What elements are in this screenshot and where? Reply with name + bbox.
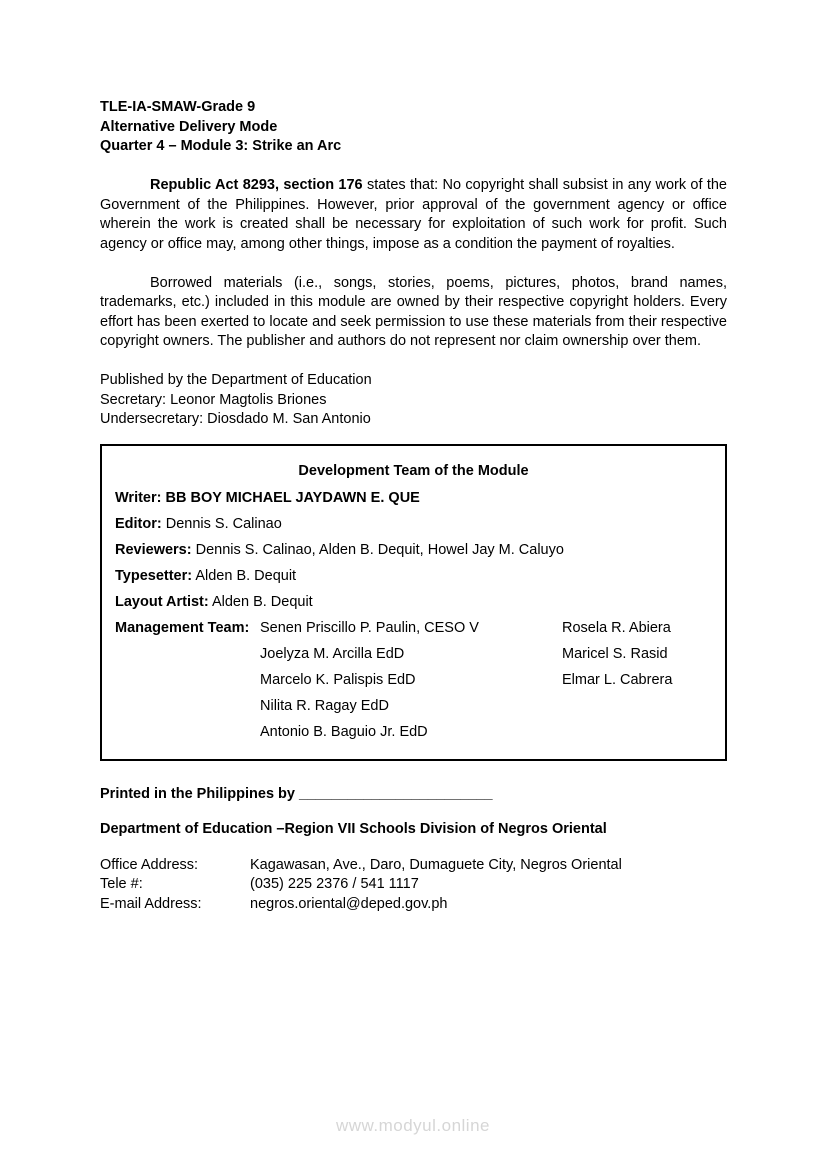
- typesetter-row: [115, 563, 712, 589]
- management-team-label: Management Team:: [115, 619, 250, 636]
- email-row: [100, 895, 727, 915]
- management-name: Antonio B. Baguio Jr. EdD: [260, 723, 428, 740]
- printed-in-philippines-line: [100, 785, 727, 805]
- editor-value: Dennis S. Calinao: [165, 515, 282, 532]
- module-title-line: Quarter 4 – Module 3: Strike an Arc: [100, 138, 342, 154]
- printed-in-philippines-label: Printed in the Philippines by: [100, 785, 299, 802]
- editor-row: [115, 511, 712, 537]
- layout-artist-label: Layout Artist:: [115, 593, 209, 610]
- management-name: Senen Priscillo P. Paulin, CESO V: [260, 619, 479, 636]
- management-team-grid: [115, 615, 712, 745]
- development-team-box: [100, 444, 727, 761]
- republic-act-bold: Republic Act 8293, section 176: [150, 177, 363, 193]
- editor-label: Editor:: [115, 515, 162, 532]
- reviewers-row: [115, 537, 712, 563]
- management-name: Elmar L. Cabrera: [562, 671, 673, 688]
- management-grid-spacer: [562, 719, 712, 745]
- development-team-title: Development Team of the Module: [298, 462, 529, 479]
- office-address-value: Kagawasan, Ave., Daro, Dumaguete City, Negros Oriental: [250, 856, 622, 873]
- writer-label: Writer:: [115, 489, 162, 506]
- management-name: Nilita R. Ragay EdD: [260, 697, 389, 714]
- writer-value: BB BOY MICHAEL JAYDAWN E. QUE: [165, 489, 420, 506]
- management-grid-spacer: [115, 667, 260, 693]
- management-grid-spacer: [115, 693, 260, 719]
- module-code-line: TLE-IA-SMAW-Grade 9: [100, 99, 256, 115]
- management-grid-spacer: [115, 641, 260, 667]
- office-address-label: Office Address:: [100, 856, 199, 873]
- borrowed-materials-paragraph: Borrowed materials (i.e., songs, stories, poems, pictures, photos, brand names, trademarks, etc.) included in this module are owned by their respective copyright holders. Every effort has been exerted to locate and seek permission to use these materials from their respective copyright owners. The publisher and authors do not represent nor claim ownership over them.: [100, 274, 727, 349]
- undersecretary-line: Undersecretary: Diosdado M. San Antonio: [100, 411, 371, 427]
- reviewers-value: Dennis S. Calinao, Alden B. Dequit, Howel Jay M. Caluyo: [195, 541, 564, 558]
- typesetter-label: Typesetter:: [115, 567, 193, 584]
- secretary-line: Secretary: Leonor Magtolis Briones: [100, 391, 327, 408]
- printer-blank-line: ________________________: [299, 785, 493, 802]
- management-name: Rosela R. Abiera: [562, 619, 671, 636]
- division-title: Department of Education –Region VII Schools Division of Negros Oriental: [100, 821, 607, 837]
- telephone-row: [100, 875, 727, 895]
- telephone-label: Tele #:: [100, 876, 143, 892]
- email-label: E-mail Address:: [100, 895, 202, 912]
- reviewers-label: Reviewers:: [115, 541, 192, 558]
- typesetter-value: Alden B. Dequit: [195, 567, 297, 584]
- management-grid-spacer: [115, 719, 260, 745]
- website-watermark: www.modyul.online: [335, 1115, 490, 1135]
- management-name: Marcelo K. Palispis EdD: [260, 671, 416, 688]
- management-name: Maricel S. Rasid: [562, 645, 668, 662]
- office-address-row: [100, 856, 727, 876]
- management-name: Joelyza M. Arcilla EdD: [260, 645, 405, 662]
- module-header: [100, 98, 727, 157]
- copyright-paragraph: [100, 176, 727, 254]
- copyright-paragraph-text: states that: No copyright shall subsist in any work of the Government of the Philippines. However, prior approval of the government agency or office wherein the work is created shall be necessary for exploitation of such work for profit. Such agency or office may, among other things, impose as a condition the payment of royalties.: [100, 177, 727, 252]
- management-grid-spacer: [562, 693, 712, 719]
- layout-artist-row: [115, 589, 712, 615]
- layout-artist-value: Alden B. Dequit: [211, 593, 313, 610]
- contact-block: [100, 856, 727, 915]
- writer-row: [115, 485, 712, 511]
- telephone-value: (035) 225 2376 / 541 1117: [250, 876, 419, 892]
- publisher-block: [100, 371, 727, 430]
- published-by-line: Published by the Department of Education: [100, 372, 372, 388]
- email-value: negros.oriental@deped.gov.ph: [250, 895, 448, 912]
- delivery-mode-line: Alternative Delivery Mode: [100, 118, 278, 135]
